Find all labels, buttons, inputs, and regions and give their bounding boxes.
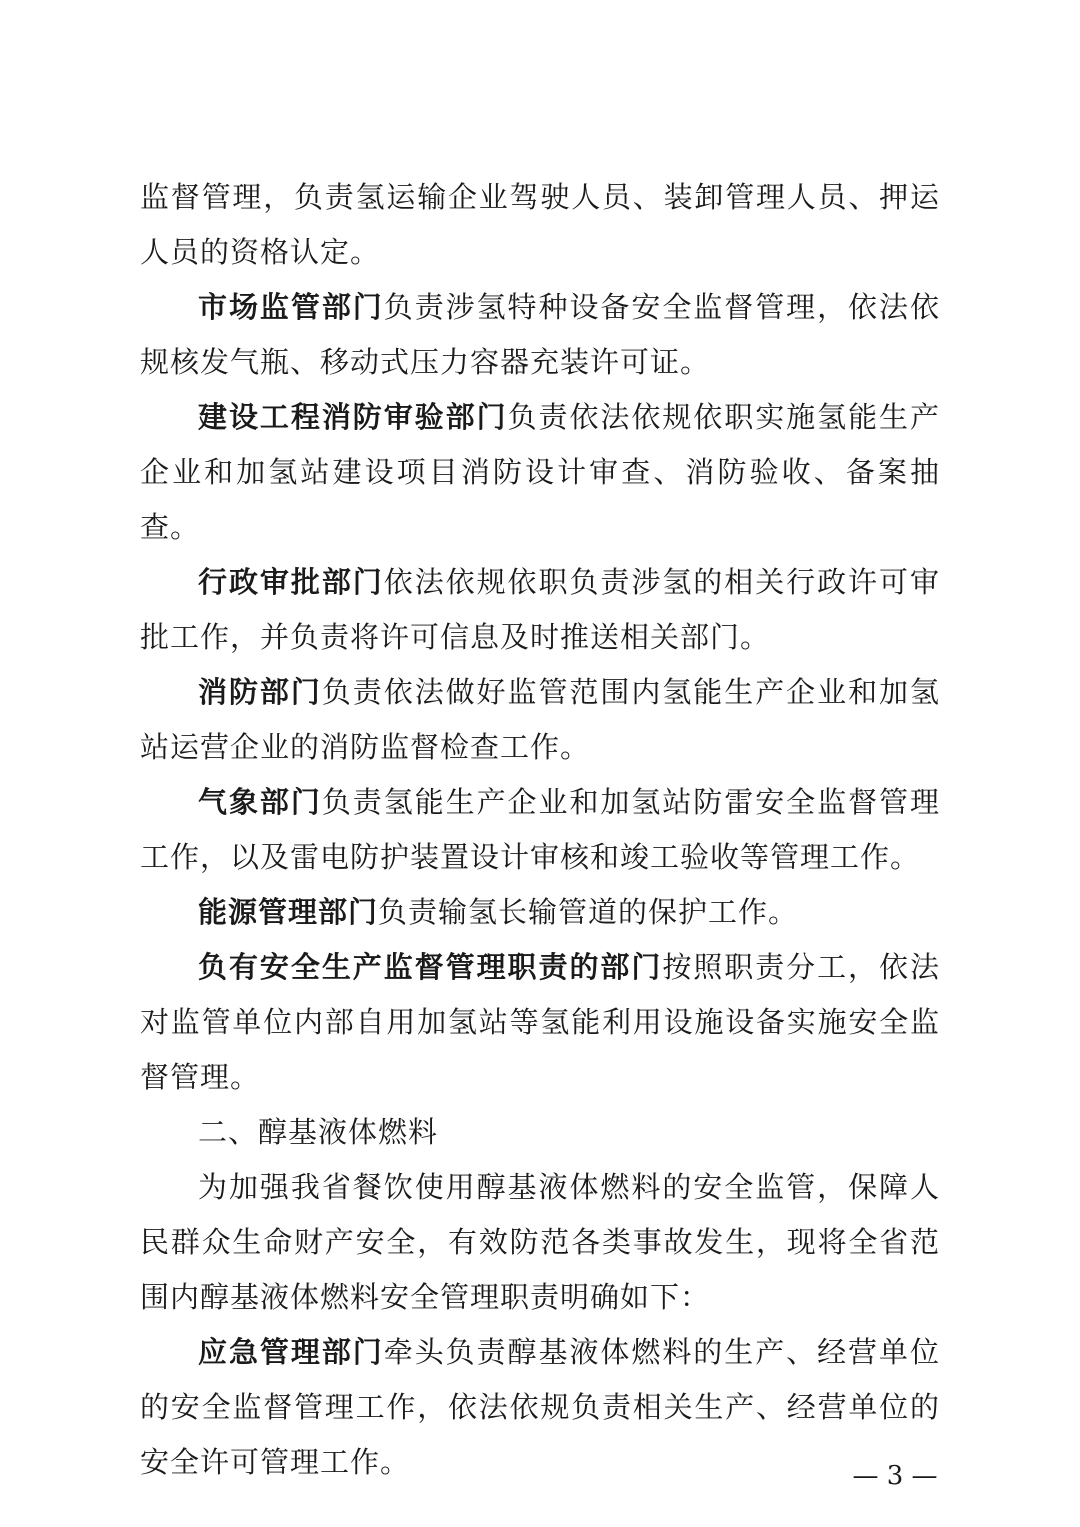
- paragraph-lead: 市场监管部门: [198, 290, 384, 324]
- paragraph-lead: 负有安全生产监督管理职责的部门: [198, 950, 663, 984]
- paragraph-text: 负责依法依规依职实施氢能生产企业和加氢站建设项目消防设计审查、消防验收、备案抽查。: [140, 400, 940, 544]
- page-number: — 3 —: [852, 1461, 938, 1491]
- paragraph-text: 负责氢能生产企业和加氢站防雷安全监督管理工作，以及雷电防护装置设计审核和竣工验收等管理工作。: [140, 785, 940, 874]
- document-page: [140, 170, 940, 1490]
- paragraph-text: 牵头负责醇基液体燃料的生产、经营单位的安全监督管理工作，依法依规负责相关生产、经营单位的安全许可管理工作。: [140, 1335, 940, 1479]
- paragraph-safety-depts: [140, 940, 940, 1105]
- paragraph-lead: 能源管理部门: [198, 895, 379, 929]
- paragraph-text: 负责输氢长输管道的保护工作。: [378, 895, 799, 929]
- paragraph-lead: 建设工程消防审验部门: [198, 400, 508, 434]
- paragraph-fire-review: [140, 390, 940, 555]
- paragraph-meteorology: [140, 775, 940, 885]
- paragraph-lead: 消防部门: [198, 675, 322, 709]
- paragraph-market-supervision: [140, 280, 940, 390]
- paragraph-emergency: [140, 1325, 940, 1490]
- section-heading: 二、醇基液体燃料: [198, 1115, 439, 1149]
- paragraph-energy: [140, 885, 940, 940]
- paragraph-lead: 气象部门: [198, 785, 322, 819]
- paragraph-text: 依法依规依职负责涉氢的相关行政许可审批工作，并负责将许可信息及时推送相关部门。: [140, 565, 940, 654]
- paragraph-lead: 应急管理部门: [198, 1335, 384, 1369]
- paragraph-0: [140, 170, 940, 280]
- paragraph-text: 负责涉氢特种设备安全监督管理，依法依规核发气瓶、移动式压力容器充装许可证。: [140, 290, 940, 379]
- paragraph-text: 按照职责分工，依法对监管单位内部自用加氢站等氢能利用设施设备实施安全监督管理。: [140, 950, 940, 1094]
- paragraph-admin-approval: [140, 555, 940, 665]
- paragraph-text: 为加强我省餐饮使用醇基液体燃料的安全监管，保障人民群众生命财产安全，有效防范各类事故发生，现将全省范围内醇基液体燃料安全管理职责明确如下：: [140, 1170, 940, 1314]
- paragraph-text: 监督管理，负责氢运输企业驾驶人员、装卸管理人员、押运人员的资格认定。: [140, 180, 940, 269]
- paragraph-intro: [140, 1160, 940, 1325]
- paragraph-text: 负责依法做好监管范围内氢能生产企业和加氢站运营企业的消防监督检查工作。: [140, 675, 940, 764]
- paragraph-fire-dept: [140, 665, 940, 775]
- paragraph-lead: 行政审批部门: [198, 565, 384, 599]
